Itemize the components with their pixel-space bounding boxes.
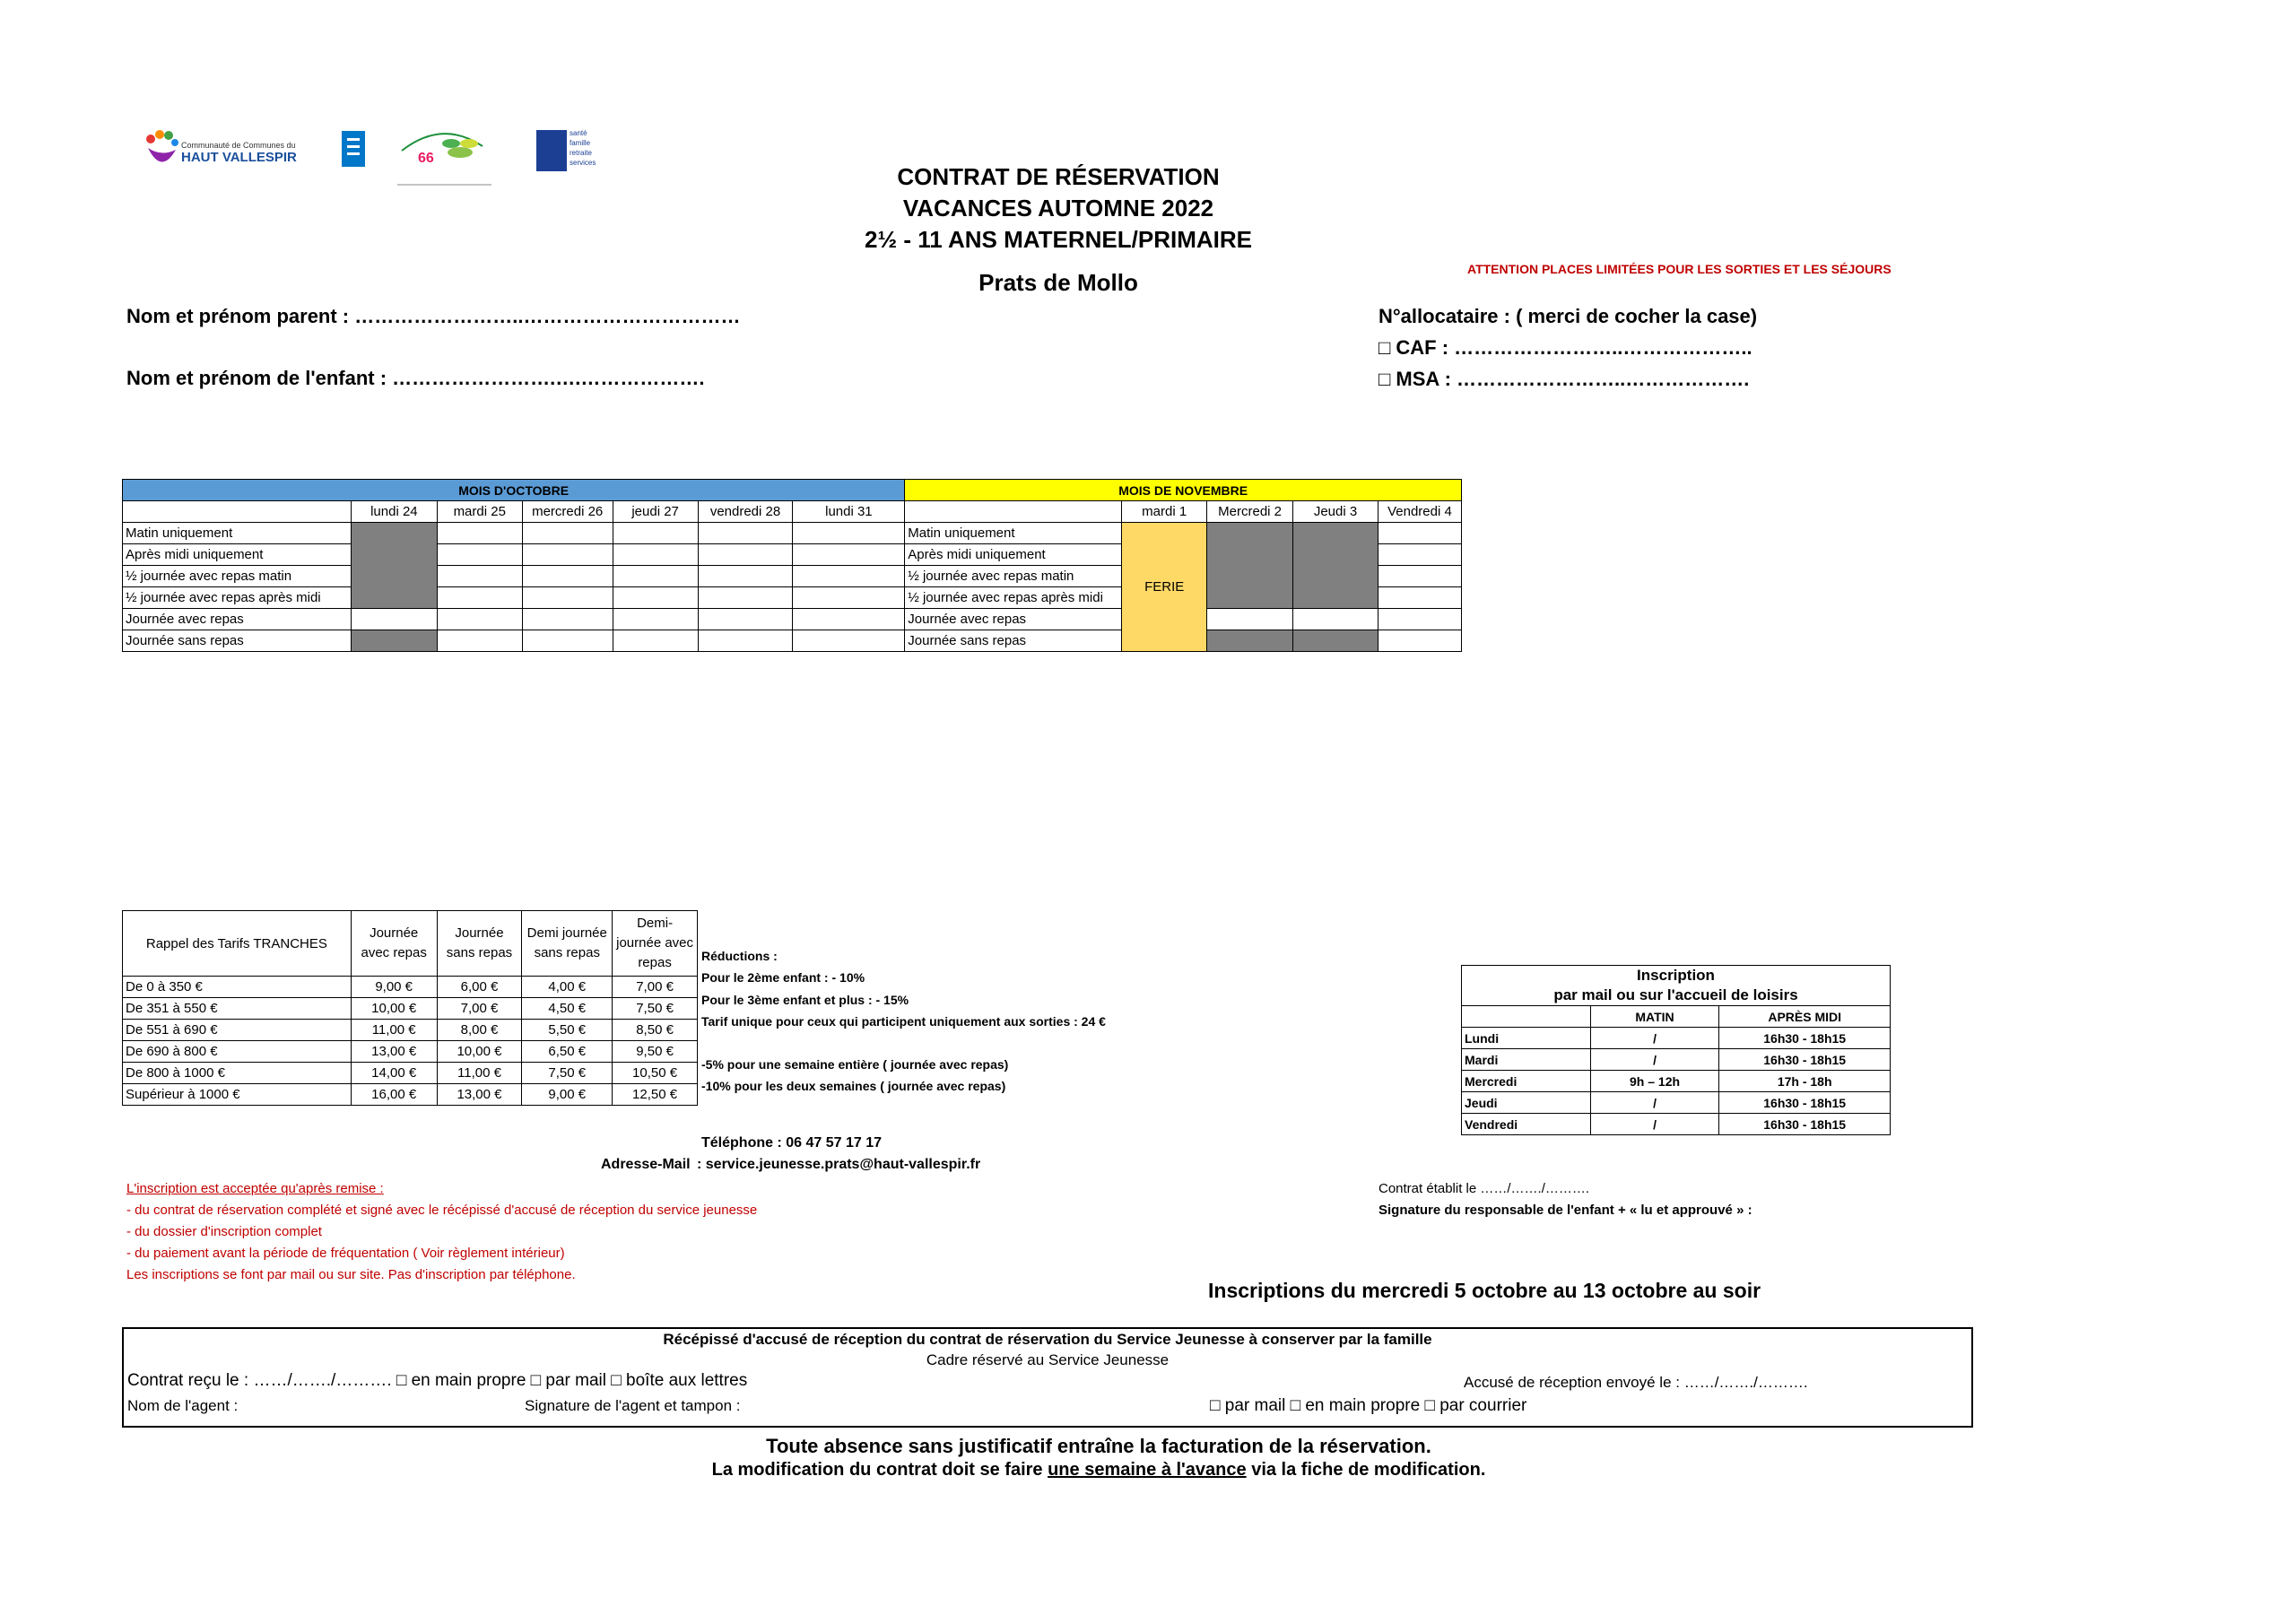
inscription-day: Lundi [1462, 1028, 1591, 1049]
row-label: Journée avec repas [905, 609, 1122, 630]
tarif-tranche: De 800 à 1000 € [123, 1063, 352, 1084]
tarif-value: 4,00 € [522, 977, 613, 998]
title-line-1: CONTRAT DE RÉSERVATION [897, 163, 1220, 190]
title-line-2: VACANCES AUTOMNE 2022 [902, 195, 1214, 221]
unavailable-cell [1293, 630, 1378, 652]
booking-cell[interactable] [522, 523, 613, 544]
day-header: jeudi 27 [613, 501, 698, 523]
unavailable-cell [1293, 523, 1378, 609]
booking-cell[interactable] [1378, 523, 1461, 544]
day-header: lundi 31 [793, 501, 905, 523]
booking-cell[interactable] [613, 609, 698, 630]
msa-line: famille [570, 139, 591, 147]
october-header: MOIS D'OCTOBRE [123, 480, 905, 501]
msa-field[interactable]: □ MSA : ……………………..………………. [1378, 368, 1750, 390]
recepisse-recu[interactable]: Contrat reçu le : ……/……./………. □ en main propre □ par mail □ boîte aux lettres [127, 1371, 748, 1390]
recepisse-accuse: Accusé de réception envoyé le : ……/……./………. [1464, 1374, 1808, 1391]
msa-line: retraite [570, 149, 592, 157]
logo-cc-name: HAUT VALLESPIR [181, 150, 297, 165]
inscription-aprem: 16h30 - 18h15 [1719, 1028, 1891, 1049]
tarif-value: 13,00 € [351, 1041, 437, 1063]
conditions-block [126, 1178, 757, 1286]
day-header: vendredi 28 [698, 501, 793, 523]
dept-number: 66 [418, 151, 434, 166]
title-location: Prats de Mollo [978, 269, 1138, 296]
tarif-value: 11,00 € [437, 1063, 522, 1084]
reduction-line: Pour le 3ème enfant et plus : - 15% [701, 992, 909, 1007]
caf-field[interactable]: □ CAF : ……………………..……………….. [1378, 336, 1752, 359]
inscription-day: Mercredi [1462, 1071, 1591, 1092]
inscription-day: Jeudi [1462, 1092, 1591, 1114]
inscription-aprem: 16h30 - 18h15 [1719, 1092, 1891, 1114]
booking-cell[interactable] [698, 630, 793, 652]
booking-cell[interactable] [1293, 609, 1378, 630]
condition-line: - du paiement avant la période de fréquentation ( Voir règlement intérieur) [126, 1246, 565, 1261]
caf-icon [342, 131, 365, 167]
logo-dept-66 [393, 124, 493, 187]
tarif-value: 9,00 € [522, 1084, 613, 1106]
msa-line: services [570, 159, 596, 167]
booking-cell[interactable] [613, 630, 698, 652]
inscription-day: Mardi [1462, 1049, 1591, 1071]
inscription-title: Inscription [1462, 966, 1891, 986]
tarif-value: 14,00 € [351, 1063, 437, 1084]
booking-cell[interactable] [437, 630, 522, 652]
tarif-value: 13,00 € [437, 1084, 522, 1106]
booking-cell[interactable] [437, 544, 522, 566]
footer-line-2: La modification du contrat doit se faire une semaine à l'avance via la fiche de modification. [711, 1460, 1486, 1480]
booking-cell[interactable] [1378, 587, 1461, 609]
tarif-value: 10,50 € [613, 1063, 698, 1084]
reduction-line [701, 1032, 1106, 1054]
allocataire-label: N°allocataire : ( merci de cocher la case) [1378, 305, 1758, 327]
tarif-value: 6,00 € [437, 977, 522, 998]
logo-msa [536, 128, 617, 175]
row-label: Après midi uniquement [123, 544, 352, 566]
signature-label: Signature du responsable de l'enfant + « lu et approuvé » : [1378, 1203, 1752, 1218]
unavailable-cell [351, 523, 437, 609]
conditions-title: L'inscription est acceptée qu'après remise : [126, 1181, 384, 1196]
tarif-value: 16,00 € [351, 1084, 437, 1106]
tarif-value: 4,50 € [522, 998, 613, 1020]
tarif-value: 5,50 € [522, 1020, 613, 1041]
row-label: Matin uniquement [123, 523, 352, 544]
day-header: mardi 25 [437, 501, 522, 523]
booking-cell[interactable] [1378, 544, 1461, 566]
tarif-value: 10,00 € [437, 1041, 522, 1063]
inscription-col-aprem: APRÈS MIDI [1719, 1006, 1891, 1028]
booking-cell[interactable] [437, 523, 522, 544]
tarif-tranche: De 551 à 690 € [123, 1020, 352, 1041]
recepisse-signature-agent: Signature de l'agent et tampon : [525, 1397, 741, 1414]
footer-line-1: Toute absence sans justificatif entraîne la facturation de la réservation. [766, 1435, 1431, 1457]
tarif-value: 7,00 € [437, 998, 522, 1020]
tarifs-header: Demi journée sans repas [522, 911, 613, 977]
booking-cell[interactable] [437, 609, 522, 630]
contract-date: Contrat établit le ……/……./………. [1378, 1181, 1590, 1196]
inscription-aprem: 16h30 - 18h15 [1719, 1049, 1891, 1071]
tarif-value: 7,00 € [613, 977, 698, 998]
row-label: Journée sans repas [905, 630, 1122, 652]
inscription-aprem: 17h - 18h [1719, 1071, 1891, 1092]
booking-cell[interactable] [1378, 630, 1461, 652]
logo-cc-small: Communauté de Communes du [181, 141, 296, 150]
flower-logo-icon [393, 124, 493, 187]
booking-cell[interactable] [793, 523, 905, 544]
tarif-tranche: De 0 à 350 € [123, 977, 352, 998]
parent-name-field[interactable]: Nom et prénom parent : ……………………..…………………………… [126, 305, 741, 327]
attention-notice: ATTENTION PLACES LIMITÉES POUR LES SORTIES ET LES SÉJOURS [1467, 262, 1892, 276]
tarif-tranche: De 690 à 800 € [123, 1041, 352, 1063]
condition-line: - du contrat de réservation complété et signé avec le récépissé d'accusé de réception du service jeunesse [126, 1203, 758, 1218]
inscriptions-period: Inscriptions du mercredi 5 octobre au 13 octobre au soir [1208, 1279, 1761, 1302]
tarif-value: 8,50 € [613, 1020, 698, 1041]
condition-line: - du dossier d'inscription complet [126, 1224, 322, 1239]
tarif-value: 6,50 € [522, 1041, 613, 1063]
booking-cell[interactable] [793, 587, 905, 609]
day-header: mardi 1 [1122, 501, 1207, 523]
booking-cell[interactable] [793, 566, 905, 587]
reduction-line: Pour le 2ème enfant : - 10% [701, 970, 865, 986]
booking-cell[interactable] [698, 587, 793, 609]
booking-cell[interactable] [698, 544, 793, 566]
tarif-value: 7,50 € [522, 1063, 613, 1084]
booking-cell[interactable] [1207, 609, 1293, 630]
recepisse-title: Récépissé d'accusé de réception du contrat de réservation du Service Jeunesse à conserver par la famille [663, 1331, 1432, 1348]
booking-cell[interactable] [522, 566, 613, 587]
reduction-line: -5% pour une semaine entière ( journée avec repas) [701, 1057, 1009, 1073]
inscription-matin: / [1590, 1092, 1719, 1114]
child-name-field[interactable]: Nom et prénom de l'enfant : …………………….….………………. [126, 367, 705, 389]
tarif-value: 12,50 € [613, 1084, 698, 1106]
recepisse-subtitle: Cadre réservé au Service Jeunesse [926, 1351, 1170, 1368]
unavailable-cell [1207, 630, 1293, 652]
inscription-matin: 9h – 12h [1590, 1071, 1719, 1092]
booking-cell[interactable] [437, 566, 522, 587]
booking-cell[interactable] [698, 609, 793, 630]
row-label: Journée avec repas [123, 609, 352, 630]
tarif-value: 9,00 € [351, 977, 437, 998]
booking-table [122, 479, 1462, 652]
booking-cell[interactable] [793, 544, 905, 566]
tarif-value: 9,50 € [613, 1041, 698, 1063]
tarifs-header: Rappel des Tarifs TRANCHES [123, 911, 352, 977]
footer-underlined: une semaine à l'avance [1048, 1460, 1247, 1480]
inscription-matin: / [1590, 1049, 1719, 1071]
tarifs-header: Journée avec repas [351, 911, 437, 977]
row-label: Journée sans repas [123, 630, 352, 652]
logo-caf [342, 131, 365, 167]
hand-logo-icon [144, 130, 179, 171]
booking-cell[interactable] [522, 609, 613, 630]
row-label: ½ journée avec repas après midi [905, 587, 1122, 609]
booking-cell[interactable] [613, 566, 698, 587]
unavailable-cell [351, 630, 437, 652]
logo-haut-vallespir [144, 130, 305, 175]
reductions-title: Réductions : [701, 949, 778, 963]
booking-cell[interactable] [1378, 566, 1461, 587]
inscription-col-matin: MATIN [1590, 1006, 1719, 1028]
msa-icon [536, 130, 567, 171]
contact-mail-label: Adresse-Mail [601, 1157, 691, 1172]
reductions-block [701, 945, 1106, 1098]
inscription-day: Vendredi [1462, 1114, 1591, 1135]
booking-cell[interactable] [613, 523, 698, 544]
booking-cell[interactable] [522, 587, 613, 609]
day-header: Jeudi 3 [1293, 501, 1378, 523]
booking-cell[interactable] [522, 630, 613, 652]
tarif-tranche: De 351 à 550 € [123, 998, 352, 1020]
row-label: Après midi uniquement [905, 544, 1122, 566]
title-line-3: 2½ - 11 ANS MATERNEL/PRIMAIRE [865, 226, 1252, 253]
inscription-subtitle: par mail ou sur l'accueil de loisirs [1462, 986, 1891, 1006]
row-label: ½ journée avec repas après midi [123, 587, 352, 609]
inscription-aprem: 16h30 - 18h15 [1719, 1114, 1891, 1135]
day-header: mercredi 26 [522, 501, 613, 523]
row-label: Matin uniquement [905, 523, 1122, 544]
ferie-cell: FERIE [1122, 523, 1207, 652]
row-label: ½ journée avec repas matin [123, 566, 352, 587]
day-header: lundi 24 [351, 501, 437, 523]
row-label: ½ journée avec repas matin [905, 566, 1122, 587]
booking-cell[interactable] [793, 630, 905, 652]
recepisse-modes[interactable]: □ par mail □ en main propre □ par courrier [1210, 1396, 1527, 1415]
inscription-matin: / [1590, 1114, 1719, 1135]
booking-cell[interactable] [437, 587, 522, 609]
booking-cell[interactable] [351, 609, 437, 630]
contact-phone: Téléphone : 06 47 57 17 17 [701, 1135, 882, 1151]
booking-cell[interactable] [698, 523, 793, 544]
tarifs-header: Demi-journée avec repas [613, 911, 698, 977]
booking-cell[interactable] [613, 544, 698, 566]
msa-line: santé [570, 129, 587, 137]
day-header: Vendredi 4 [1378, 501, 1461, 523]
booking-cell[interactable] [522, 544, 613, 566]
tarif-value: 10,00 € [351, 998, 437, 1020]
condition-line: Les inscriptions se font par mail ou sur site. Pas d'inscription par téléphone. [126, 1267, 576, 1282]
tarif-value: 7,50 € [613, 998, 698, 1020]
inscription-matin: / [1590, 1028, 1719, 1049]
tarif-value: 8,00 € [437, 1020, 522, 1041]
reduction-line: -10% pour les deux semaines ( journée avec repas) [701, 1079, 1006, 1094]
day-header: Mercredi 2 [1207, 501, 1293, 523]
booking-cell[interactable] [698, 566, 793, 587]
tarifs-table [122, 910, 698, 1106]
unavailable-cell [1207, 523, 1293, 609]
booking-cell[interactable] [613, 587, 698, 609]
contact-mail[interactable]: : service.jeunesse.prats@haut-vallespir.fr [697, 1157, 981, 1172]
recepisse-agent: Nom de l'agent : [127, 1397, 239, 1414]
tarif-value: 11,00 € [351, 1020, 437, 1041]
tarif-tranche: Supérieur à 1000 € [123, 1084, 352, 1106]
booking-cell[interactable] [793, 609, 905, 630]
recepisse-box [122, 1327, 1973, 1428]
tarifs-header: Journée sans repas [437, 911, 522, 977]
booking-cell[interactable] [1378, 609, 1461, 630]
reduction-line: Tarif unique pour ceux qui participent uniquement aux sorties : 24 € [701, 1013, 1106, 1029]
inscription-table [1461, 965, 1891, 1135]
november-header: MOIS DE NOVEMBRE [905, 480, 1462, 501]
